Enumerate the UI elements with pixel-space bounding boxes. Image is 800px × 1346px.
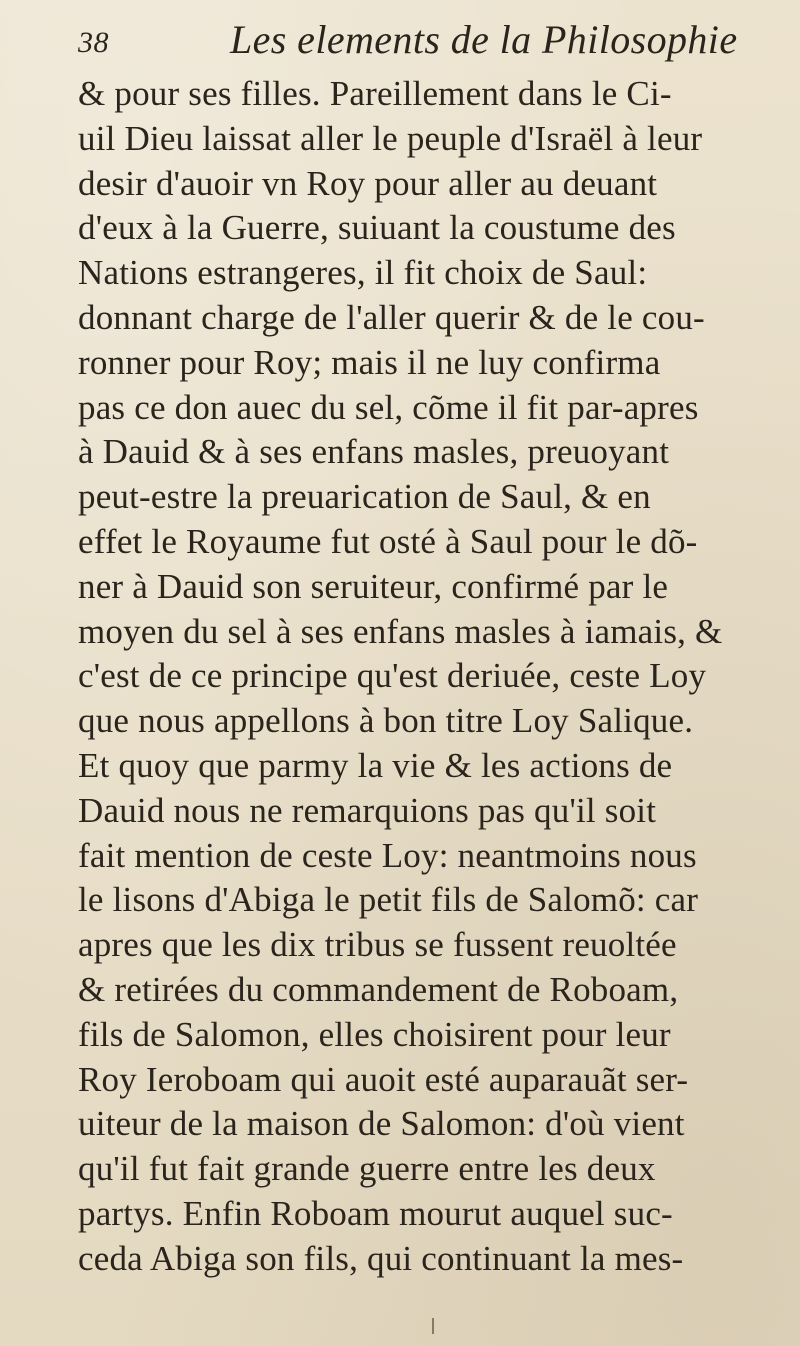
text-line: apres que les dix tribus se fussent reuoltée	[78, 925, 677, 965]
text-line: ner à Dauid son seruiteur, confirmé par le	[78, 566, 669, 606]
text-line: pas ce don auec du sel, cõme il fit par-apres	[78, 387, 699, 427]
text-line: ceda Abiga son fils, qui continuant la mes-	[78, 1238, 684, 1278]
text-line: c'est de ce principe qu'est deriuée, ceste Loy	[78, 656, 707, 696]
text-line: que nous appellons à bon titre Loy Salique.	[78, 701, 694, 741]
body-text	[78, 72, 793, 1282]
text-line: partys. Enfin Roboam mourut auquel suc-	[78, 1193, 673, 1233]
text-line: moyen du sel à ses enfans masles à iamais, &	[78, 611, 723, 651]
running-title: Les elements de la Philosophie	[230, 17, 738, 62]
text-line: à Dauid & à ses enfans masles, preuoyant	[78, 432, 670, 472]
text-line: fait mention de ceste Loy: neantmoins nous	[78, 835, 697, 875]
text-line: peut-estre la preuarication de Saul, & en	[78, 477, 651, 517]
text-line: Nations estrangeres, il fit choix de Saul:	[78, 253, 648, 293]
text-line: uiteur de la maison de Salomon: d'où vient	[78, 1104, 685, 1144]
text-line: qu'il fut fait grande guerre entre les deux	[78, 1149, 656, 1189]
text-line: desir d'auoir vn Roy pour aller au deuant	[78, 163, 658, 203]
text-line: Et quoy que parmy la vie & les actions de	[78, 745, 673, 785]
text-line: effet le Royaume fut osté à Saul pour le dõ-	[78, 521, 698, 561]
page-header	[78, 8, 768, 62]
text-line: Roy Ieroboam qui auoit esté auparauãt ser-	[78, 1059, 689, 1099]
text-line: ronner pour Roy; mais il ne luy confirma	[78, 342, 661, 382]
text-line: le lisons d'Abiga le petit fils de Salomõ: car	[78, 880, 699, 920]
text-line: uil Dieu laissat aller le peuple d'Israël à leur	[78, 118, 703, 158]
text-line: d'eux à la Guerre, suiuant la coustume des	[78, 208, 676, 248]
text-line: fils de Salomon, elles choisirent pour leur	[78, 1014, 671, 1054]
text-line: donnant charge de l'aller querir & de le cou-	[78, 297, 705, 337]
text-line: & retirées du commandement de Roboam,	[78, 969, 679, 1009]
text-line: Dauid nous ne remarquions pas qu'il soit	[78, 790, 657, 830]
text-line: & pour ses filles. Pareillement dans le Ci-	[78, 74, 672, 113]
paper-mark	[432, 1318, 434, 1334]
page-number: 38	[78, 26, 109, 59]
